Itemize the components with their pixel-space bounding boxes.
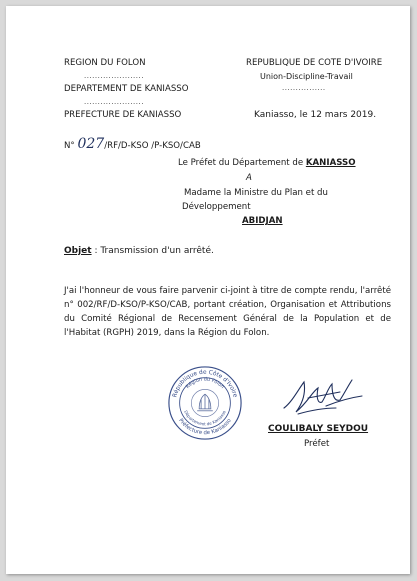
- department-name: DEPARTEMENT DE KANIASSO: [64, 84, 189, 94]
- svg-text:Département de Kaniasso: [183, 409, 227, 426]
- emblem-icon: [197, 394, 213, 411]
- signatory-name: COULIBALY SEYDOU: [268, 424, 369, 434]
- to-letter: A: [246, 173, 252, 183]
- sender-text: Le Préfet du Département de: [178, 158, 306, 168]
- reference-suffix: /RF/D-KSO /P-KSO/CAB: [104, 141, 201, 151]
- subject-line: [64, 246, 214, 257]
- letter-body: J'ai l'honneur de vous faire parvenir ci-joint à titre de compte rendu, l'arrêté n° 002/RF/D-KSO/P-KSO/CAB, portant création, Organisation et Attributions du Comité Régional de Recensement Général de la Population et de l'Habitat (RGPH) 2019, dans la Région du Folon.: [64, 286, 391, 338]
- letter-date: Kaniasso, le 12 mars 2019.: [254, 110, 377, 120]
- header-left-dots: ......................: [84, 72, 144, 80]
- republic-name: REPUBLIQUE DE COTE D'IVOIRE: [246, 58, 383, 68]
- stamp-bottom-text: Préfecture de Kaniasso: [177, 417, 233, 437]
- stamp-inner-top: Région du Folon: [184, 376, 226, 390]
- letter-page: [6, 6, 410, 574]
- region-name: REGION DU FOLON: [64, 58, 146, 68]
- recipient-city: ABIDJAN: [242, 216, 283, 226]
- stamp-outer-text: République de Côte d'Ivoire: [172, 369, 238, 399]
- sender-place: KANIASSO: [305, 158, 356, 168]
- header-right-dots: ................: [282, 84, 326, 92]
- prefecture-name: PREFECTURE DE KANIASSO: [64, 110, 182, 120]
- header-left-dots-2: ......................: [84, 98, 144, 106]
- recipient-line-1: Madame la Ministre du Plan et du: [184, 188, 328, 198]
- subject-separator: :: [91, 246, 101, 256]
- handwritten-reference-number: 027: [77, 136, 105, 152]
- reference-line: [64, 136, 201, 152]
- stamp-inner-bottom: Département de Kaniasso: [183, 409, 227, 427]
- reference-prefix: N°: [64, 141, 75, 151]
- recipient-line-2: Développement: [182, 202, 251, 212]
- signature-scribble-icon: [278, 372, 368, 422]
- sender-line: [178, 158, 356, 169]
- signatory-title: Préfet: [304, 439, 330, 449]
- subject-label: Objet: [64, 246, 92, 256]
- national-motto: Union-Discipline-Travail: [260, 72, 353, 81]
- official-stamp-icon: [166, 364, 244, 442]
- subject-text: Transmission d'un arrêté.: [100, 246, 214, 256]
